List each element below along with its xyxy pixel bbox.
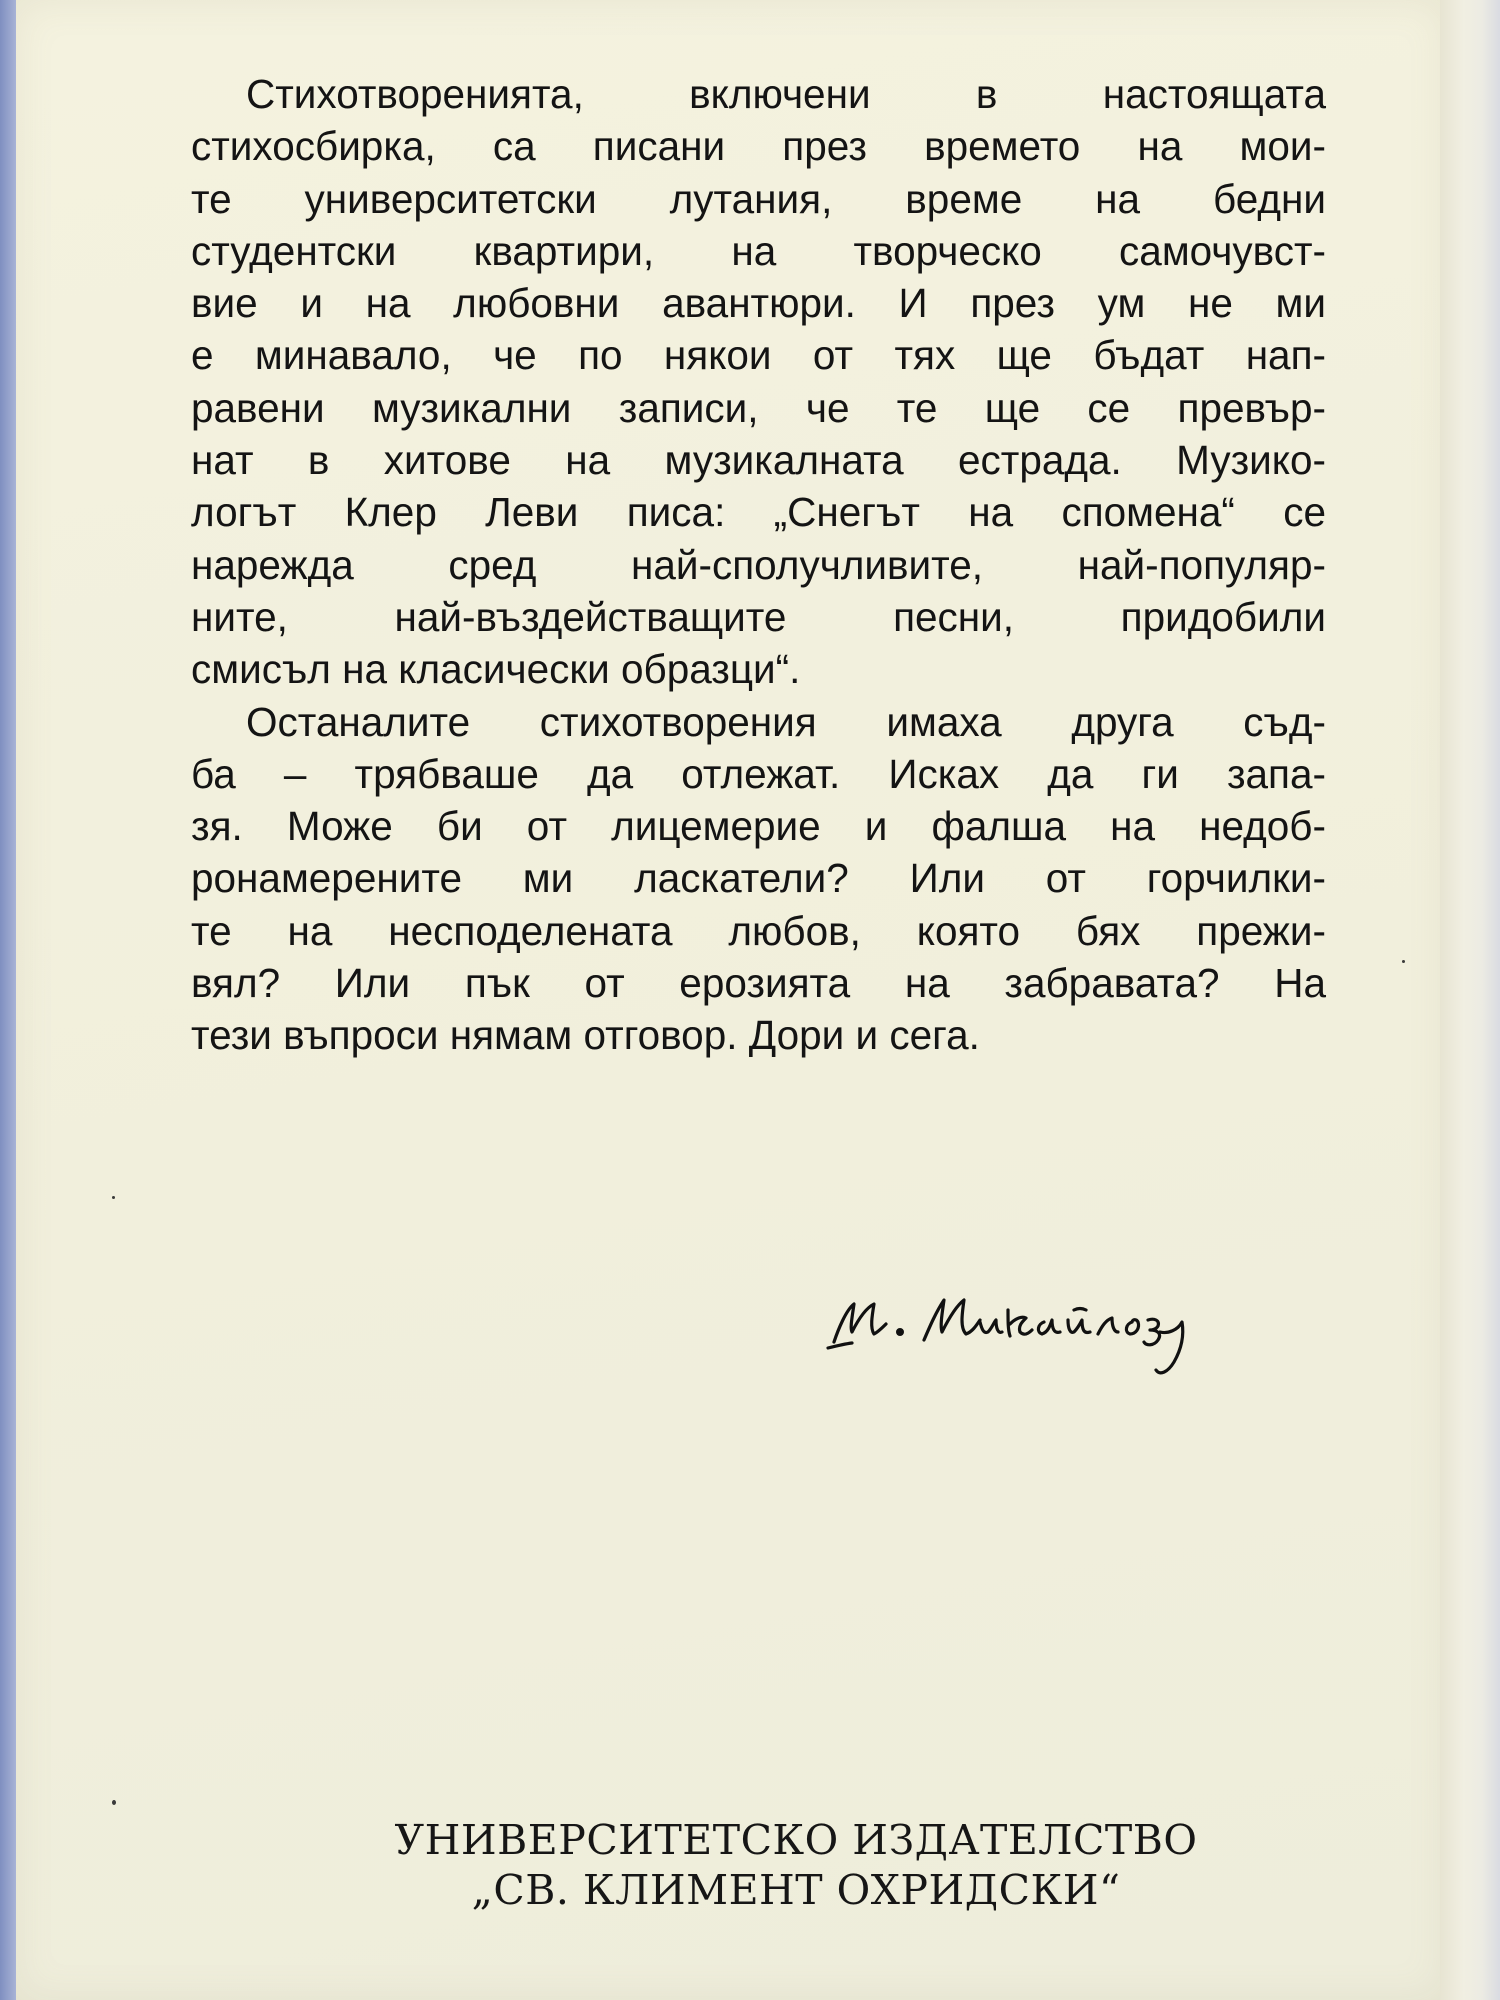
text-line: зя. Може би от лицемерие и фалша на недоб- xyxy=(191,803,1326,850)
text-line: тези въпроси нямам отговор. Дори и сега. xyxy=(191,1012,980,1059)
text-line: вял? Или пък от ерозията на забравата? На xyxy=(191,960,1326,1007)
publisher-line-2: „СВ. КЛИМЕНТ ОХРИДСКИ“ xyxy=(471,1866,1121,1914)
paper-speck xyxy=(112,1196,115,1199)
book-back-cover xyxy=(16,0,1446,2000)
background-edge-left xyxy=(0,0,16,2000)
paragraph-1 xyxy=(191,68,1326,696)
text-line: нат в хитове на музикалната естрада. Музико- xyxy=(191,437,1326,484)
publisher-line-1: УНИВЕРСИТЕТСКО ИЗДАТЕЛСТВО xyxy=(394,1816,1198,1864)
page-edge-right xyxy=(1440,0,1500,2000)
text-line: ба – трябваше да отлежат. Исках да ги запа- xyxy=(191,750,1326,797)
text-line: вие и на любовни авантюри. И през ум не ми xyxy=(191,280,1326,327)
text-line: те на несподелената любов, която бях прежи- xyxy=(191,907,1326,954)
paper-speck xyxy=(1402,960,1405,963)
text-line: е минавало, че по някои от тях ще бъдат нап- xyxy=(191,332,1326,379)
paragraph-2 xyxy=(191,696,1326,1062)
text-line: логът Клер Леви писа: „Снегът на спомена“ се xyxy=(191,489,1326,536)
text-line: студентски квартири, на творческо самочувст- xyxy=(191,227,1326,274)
text-line: ните, най-въздействащите песни, придобили xyxy=(191,593,1326,640)
text-line: Стихотворенията, включени в настоящата xyxy=(246,71,1326,117)
paper-speck xyxy=(112,1800,116,1805)
signature xyxy=(816,1270,1276,1400)
text-line: Останалите стихотворения имаха друга съд- xyxy=(246,698,1326,745)
text-line: те университетски лутания, време на бедни xyxy=(191,175,1326,222)
text-line: смисъл на класически образци“. xyxy=(191,646,801,693)
text-line: стихосбирка, са писани през времето на мои- xyxy=(191,123,1326,170)
foreword-text xyxy=(191,68,1326,1062)
text-line: нарежда сред най-сполучливите, най-популяр- xyxy=(191,541,1326,588)
text-line: ронамерените ми ласкатели? Или от горчилки- xyxy=(191,855,1326,902)
text-line: равени музикални записи, че те ще се превър- xyxy=(191,384,1326,431)
publisher-imprint xyxy=(316,1815,1276,1915)
